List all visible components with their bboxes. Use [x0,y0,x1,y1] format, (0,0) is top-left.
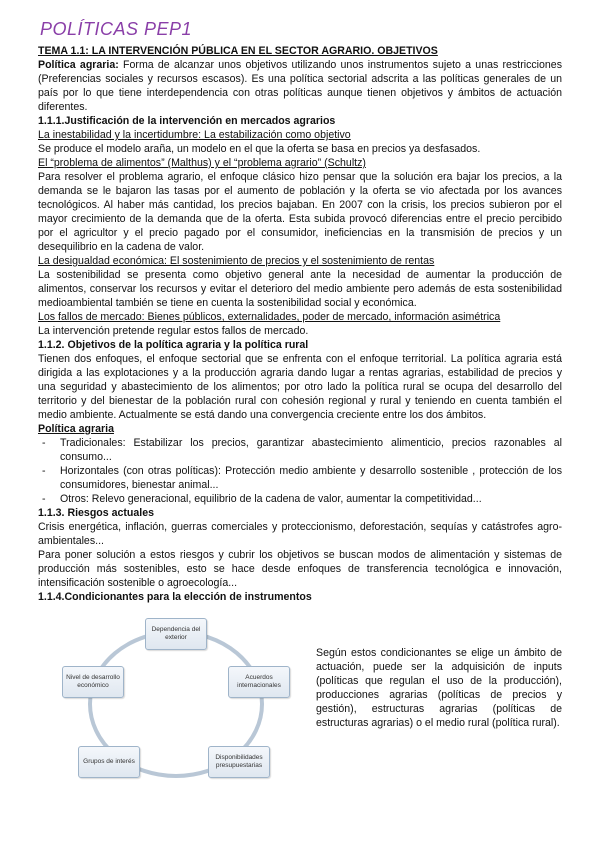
paragraph-modelo-arana: Se produce el modelo araña, un modelo en el que la oferta se basa en precios ya desfasados. [38,143,481,155]
document-title: POLÍTICAS PEP1 [40,19,193,39]
paragraph-ambito-actuacion: Según estos condicionantes se elige un ámbito de actuación, puede ser la adquisición de inputs (políticas que regulan el uso de la producción), producciones agrarias (políticas de precios y gestión), estructuras agrarias (políticas de estructuras agrarias) o el medio rural (política rural). [316,647,562,729]
condicionantes-text [308,610,562,790]
politica-label: Política agraria: [38,59,119,71]
paragraph-riesgos: Crisis energética, inflación, guerras comerciales y proteccionismo, deforestación, sequías y catástrofes agro-ambientales... [38,521,562,547]
paragraph-sostenibilidad: La sostenibilidad se presenta como objetivo general ante la necesidad de aumentar la producción de alimentos, conservar los recursos y evitar el deterioro del medio ambiente pero además de esta sostenibilidad medioambiental también se tiene en cuenta la sostenibilidad social y económica. [38,269,562,309]
condicionantes-diagram [38,610,308,790]
condicionantes-block [38,610,562,790]
paragraph-enfoques: Tienen dos enfoques, el enfoque sectorial que se enfrenta con el enfoque territorial. La política agraria está dirigida a las explotaciones y a la producción agraria dando lugar a rentas agrarias, estabilidad de precios y una seguridad y abastecimiento de los alimentos; por otro lado la política rural se ocupa del desarrollo del territorio y del bienestar de la población rural con cohesión regional y rural y teniendo en cuenta también el medio ambiente. Actualmente se está dando una convergencia creciente entre los dos ámbitos. [38,353,562,421]
objectives-list [38,436,562,506]
subheading-inestabilidad: La inestabilidad y la incertidumbre: La estabilización como objetivo [38,129,351,141]
node-grupos-interes: Grupos de interés [78,746,140,778]
paragraph-problema-agrario: Para resolver el problema agrario, el enfoque clásico hizo pensar que la solución era bajar los precios, a la demanda se le bajaron las tasas por el aumento de población y la oferta se vio afectada por los avances tecnológicos. Al haber más cantidad, los precios bajaban. En 2007 con la crisis, los precios subieron por el mayor crecimiento de la demanda que de la oferta. Esta subida provocó diferencias entre el precio percibido por el agricultor y el precio pagado por el consumidor, ineficiencias en la transmisión de precios y un desequilibrio en la cadena de valor. [38,171,562,253]
subheading-desigualdad: La desigualdad económica: El sostenimiento de precios y el sostenimiento de rentas [38,255,435,267]
list-item: - Otros: Relevo generacional, equilibrio de la cadena de valor, aumentar la competitividad... [42,493,482,505]
paragraph-intervencion: La intervención pretende regular estos fallos de mercado. [38,325,309,337]
section-1-1-2-heading: 1.1.2. Objetivos de la política agraria y la política rural [38,339,309,351]
node-dependencia-exterior: Dependencia del exterior [145,618,207,650]
document-page [38,18,562,790]
node-disponibilidades-presupuestarias: Disponibilidades presupuestarias [208,746,270,778]
politica-definition [38,58,562,114]
section-1-1-1-heading: 1.1.1.Justificación de la intervención en mercados agrarios [38,115,336,127]
section-1-1-3-heading: 1.1.3. Riesgos actuales [38,507,155,519]
list-item: - Tradicionales: Estabilizar los precios, garantizar abastecimiento alimenticio, precios razonables al consumo... [42,437,562,463]
politica-text: Forma de alcanzar unos objetivos utilizando unos instrumentos sujeto a unas restricciones (Preferencias sociales y recursos escasos). Es una política sectorial adscrita a las políticas generales de un país por lo que tiene interdependencia con otras políticas aunque tienen objetivos y ámbitos de actuación diferentes. [38,59,562,113]
node-nivel-desarrollo: Nivel de desarrollo económico [62,666,124,698]
list-item: - Horizontales (con otras políticas): Protección medio ambiente y desarrollo sostenible , protección de los consumidores, bienestar animal... [42,465,562,491]
paragraph-soluciones: Para poner solución a estos riesgos y cubrir los objetivos se buscan modos de alimentación y sistemas de producción más sostenibles, esto se hace desde enfoques de transferencia tecnológica e innovación, intensificación sostenible o agroecología... [38,549,562,589]
section-1-1-4-heading: 1.1.4.Condicionantes para la elección de instrumentos [38,591,312,603]
subheading-fallos-mercado: Los fallos de mercado: Bienes públicos, externalidades, poder de mercado, información asimétrica [38,311,501,323]
tema-heading: TEMA 1.1: LA INTERVENCIÓN PÚBLICA EN EL SECTOR AGRARIO. OBJETIVOS [38,45,438,57]
subheading-problema-alimentos: El “problema de alimentos” (Malthus) y el “problema agrario” (Schultz) [38,157,366,169]
node-acuerdos-internacionales: Acuerdos internacionales [228,666,290,698]
politica-agraria-heading: Política agraria [38,423,114,435]
